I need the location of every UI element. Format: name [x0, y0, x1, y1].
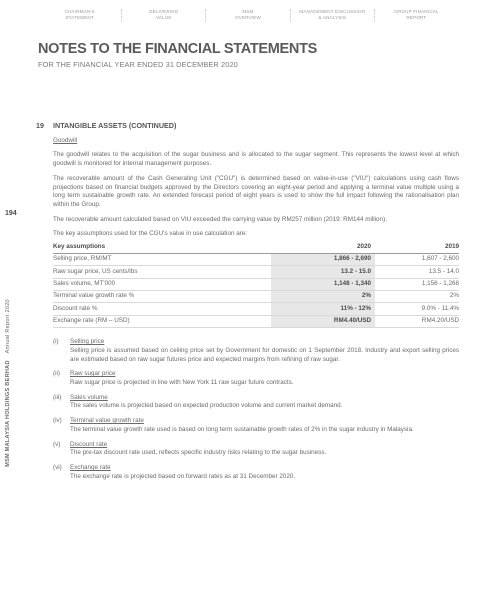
main-content [36, 121, 459, 487]
note-marker: (iii) [53, 393, 62, 401]
table-row [53, 253, 459, 265]
note-marker: (iv) [53, 417, 62, 425]
table-row [53, 278, 459, 290]
paragraph: The key assumptions used for the CGU's value in use calculation are: [53, 230, 248, 238]
paragraph: The recoverable amount of the Cash Generating Unit ("CGU") is determined based on value-in-use ("VIU") calculations using cash flows projections based on financial budgets approved by the Directors covering an eight-year period and applying a terminal value multiple using a long term sustainable growth rate. An extended forecast period of eight years is used to show the full impact following the rationalisation plan within the Group. [53, 174, 459, 208]
note-marker: (v) [53, 440, 61, 448]
header-2020: 2020 [271, 241, 375, 253]
value-2020: 1,148 - 1,340 [271, 278, 375, 290]
section-number: 19 [36, 121, 44, 130]
list-item [53, 417, 459, 434]
nav-label-line2: STATEMENT [65, 15, 94, 20]
note-heading: Sales volume [70, 393, 108, 401]
paragraph: The recoverable amount calculated based on VIU exceeded the carrying value by RM257 million (2019: RM144 million). [53, 215, 387, 223]
list-item [53, 394, 459, 411]
value-2019: 13.5 - 14.0 [375, 266, 459, 278]
value-2020: 2% [271, 291, 375, 303]
value-2020: RM4.40/USD [271, 315, 375, 327]
nav-label-line1: CHAIRMAN'S [64, 9, 95, 14]
note-text: The sales volume is projected based on expected production volume and current market demand. [70, 402, 343, 410]
value-2020: 11% - 12% [271, 303, 375, 315]
nav-msm-overview[interactable] [206, 9, 290, 21]
header-key-assumptions: Key assumptions [53, 241, 271, 253]
side-company-name: MSM MALAYSIA HOLDINGS BERHAD [5, 359, 11, 467]
nav-label-line2: REPORT [406, 15, 427, 20]
note-heading: Raw sugar price [70, 370, 116, 378]
note-heading: Selling price [70, 338, 105, 346]
side-report-name: Annual Report 2020 [5, 298, 11, 353]
header-2019: 2019 [375, 241, 459, 253]
nav-delivering-value[interactable] [122, 9, 206, 21]
note-text: Raw sugar price is projected in line with New York 11 raw sugar future contracts. [70, 379, 294, 387]
note-marker: (ii) [53, 370, 60, 378]
nav-label-line2: OVERVIEW [235, 15, 261, 20]
list-item [53, 464, 459, 481]
assumption-notes [53, 338, 459, 481]
note-text: Selling price is assumed based on ceiling price set by Government for domestic on 1 September 2018. Industry and export selling prices are estimated based on raw sugar futures price and expected margins from refining of raw sugar. [70, 346, 459, 363]
note-heading: Discount rate [70, 440, 108, 448]
row-label: Discount rate % [53, 303, 271, 315]
note-heading: Exchange rate [70, 464, 111, 471]
note-text: The exchange rate is projected based on forward rates as at 31 December 2020. [70, 472, 296, 480]
note-text: The pre-tax discount rate used, reflects specific industry risks relating to the sugar business. [70, 449, 327, 457]
value-2019: 1,607 - 2,600 [375, 253, 459, 265]
row-label: Raw sugar price, US cents/lbs [53, 266, 271, 278]
row-label: Exchange rate (RM – USD) [53, 315, 271, 327]
table-row [53, 303, 459, 315]
note-heading: Terminal value growth rate [70, 417, 144, 425]
top-navigation [38, 9, 458, 21]
list-item [53, 441, 459, 458]
side-caption [4, 240, 12, 525]
value-2019: RM4.20/USD [375, 315, 459, 327]
row-label: Selling price, RM/MT [53, 253, 271, 265]
nav-label-line1: DELIVERING [149, 9, 179, 14]
nav-label-line2: & ANALYSIS [318, 15, 347, 20]
value-2019: 1,156 - 1,268 [375, 278, 459, 290]
note-marker: (vi) [53, 464, 62, 471]
nav-management-discussion[interactable] [291, 9, 375, 21]
page-subtitle: FOR THE FINANCIAL YEAR ENDED 31 DECEMBER 2020 [38, 60, 238, 69]
nav-label-line1: MSM [242, 9, 254, 14]
table-header-row [53, 241, 459, 253]
nav-group-financial-report[interactable] [375, 9, 458, 21]
nav-label-line1: MANAGEMENT DISCUSSION [299, 9, 366, 14]
table-row [53, 291, 459, 303]
nav-label-line1: GROUP FINANCIAL [394, 9, 439, 14]
nav-label-line2: VALUE [156, 15, 172, 20]
table-row [53, 266, 459, 278]
section-heading [36, 122, 459, 131]
value-2019: 9.0% - 11.4% [375, 303, 459, 315]
list-item [53, 338, 459, 364]
note-text: The terminal value growth rate used is based on long term sustainable growth rates of 2% in the sugar industry in Malaysia. [70, 425, 414, 433]
page-number: 194 [5, 210, 17, 217]
list-item [53, 370, 459, 387]
table-row [53, 315, 459, 327]
key-assumptions-table [53, 241, 459, 328]
nav-chairmans-statement[interactable] [38, 9, 122, 21]
paragraph: The goodwill relates to the acquisition of the sugar business and is allocated to the sugar segment. This represents the lowest level at which goodwill is monitored for internal management purposes. [53, 151, 459, 168]
value-2019: 2% [375, 291, 459, 303]
row-label: Sales volume, MT'000 [53, 278, 271, 290]
section-title: INTANGIBLE ASSETS (CONTINUED) [53, 121, 177, 130]
value-2020: 13.2 - 15.0 [271, 266, 375, 278]
page-title: NOTES TO THE FINANCIAL STATEMENTS [38, 41, 318, 57]
value-2020: 1,866 - 2,690 [271, 253, 375, 265]
note-marker: (i) [53, 338, 59, 346]
goodwill-subheading: Goodwill [53, 136, 78, 144]
row-label: Terminal value growth rate % [53, 291, 271, 303]
